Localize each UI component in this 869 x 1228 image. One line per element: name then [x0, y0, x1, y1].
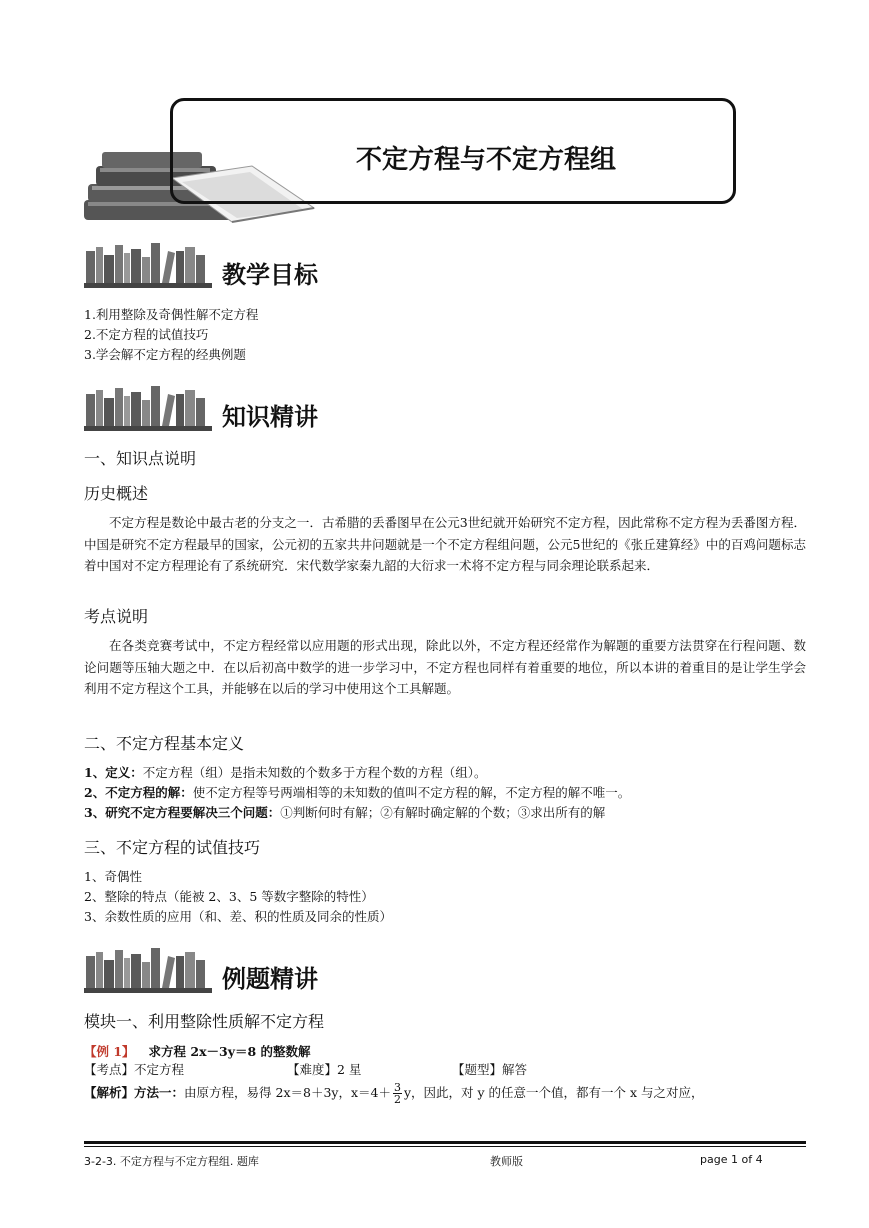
definition-label: 3、研究不定方程要解决三个问题： — [84, 805, 281, 820]
part3-heading: 三、不定方程的试值技巧 — [84, 838, 261, 857]
definition-item — [84, 783, 806, 803]
definition-label: 2、不定方程的解： — [84, 785, 193, 800]
goal-item: 2.不定方程的试值技巧 — [84, 327, 209, 342]
part1-heading: 一、知识点说明 — [84, 449, 197, 468]
goal-item: 3.学会解不定方程的经典例题 — [84, 347, 246, 362]
definition-text: 使不定方程等号两端相等的未知数的值叫不定方程的解，不定方程的解不唯一。 — [192, 785, 631, 800]
footer-left: 3-2-3. 不定方程与不定方程组. 题库 — [84, 1155, 259, 1168]
page-title: 不定方程与不定方程组 — [356, 145, 617, 175]
example-tixing: 【题型】解答 — [452, 1062, 528, 1077]
part2-heading: 二、不定方程基本定义 — [84, 734, 245, 753]
definition-item — [84, 763, 806, 783]
exam-paragraph: 在各类竞赛考试中，不定方程经常以应用题的形式出现，除此以外，不定方程还经常作为解题的重要方法贯穿在行程问题、数论问题等压轴大题之中．在以后初高中数学的进一步学习中，不定方程也同样有着重要的地位，所以本讲的着重目的是让学生学会利用不定方程这个工具，并能够在以后的学习中使用这个工具解题。 — [84, 638, 806, 696]
example-label: 【例 1】 — [84, 1044, 135, 1059]
fraction-numerator: 3 — [393, 1081, 401, 1094]
example-question-line — [84, 1042, 311, 1062]
solution-method: 方法一： — [134, 1085, 185, 1100]
bookshelf-icon — [84, 384, 212, 436]
bookshelf-icon — [84, 946, 212, 998]
technique-item: 1、奇偶性 — [84, 869, 142, 884]
footer-rule-thick — [84, 1141, 806, 1144]
definition-label: 1、定义： — [84, 765, 143, 780]
history-paragraph: 不定方程是数论中最古老的分支之一．古希腊的丢番图早在公元3世纪就开始研究不定方程，因此常称不定方程为丢番图方程．中国是研究不定方程最早的国家，公元初的五家共井问题就是一个不定方程组问题，公元5世纪的《张丘建算经》中的百鸡问题标志着中国对不定方程理论有了系统研究．宋代数学家秦九韶的大衍求一术将不定方程与同余理论联系起来． — [84, 515, 806, 573]
example-question: 求方程 2x－3y＝8 的整数解 — [148, 1044, 311, 1059]
definition-text: ①判断何时有解；②有解时确定解的个数；③求出所有的解 — [280, 805, 606, 820]
section-heading-examples: 例题精讲 — [222, 965, 318, 993]
technique-item: 3、余数性质的应用（和、差、积的性质及同余的性质） — [84, 909, 392, 924]
section-heading-goals: 教学目标 — [222, 261, 318, 289]
fraction — [393, 1082, 402, 1105]
footer-page-number: page 1 of 4 — [700, 1153, 763, 1166]
section-heading-knowledge: 知识精讲 — [222, 403, 318, 431]
bookshelf-icon — [84, 241, 212, 293]
definition-item — [84, 803, 806, 823]
solution-text-a: 由原方程，易得 2x＝8＋3y，x＝4＋ — [184, 1085, 391, 1100]
footer-rule-thin — [84, 1146, 806, 1147]
module-heading: 模块一、利用整除性质解不定方程 — [84, 1012, 325, 1031]
footer-center: 教师版 — [490, 1155, 523, 1168]
history-title: 历史概述 — [84, 484, 149, 503]
solution-text-b: y，因此，对 y 的任意一个值，都有一个 x 与之对应， — [403, 1085, 704, 1100]
goal-item: 1.利用整除及奇偶性解不定方程 — [84, 307, 259, 322]
example-solution-line — [84, 1082, 806, 1105]
exam-title: 考点说明 — [84, 607, 149, 626]
definition-text: 不定方程（组）是指未知数的个数多于方程个数的方程（组）。 — [142, 765, 487, 780]
fraction-denominator: 2 — [393, 1093, 401, 1106]
example-nandu: 【难度】2 星 — [287, 1062, 362, 1077]
technique-item: 2、整除的特点（能被 2、3、5 等数字整除的特性） — [84, 889, 374, 904]
example-kaodian: 【考点】不定方程 — [84, 1062, 185, 1077]
solution-label: 【解析】 — [84, 1085, 135, 1100]
